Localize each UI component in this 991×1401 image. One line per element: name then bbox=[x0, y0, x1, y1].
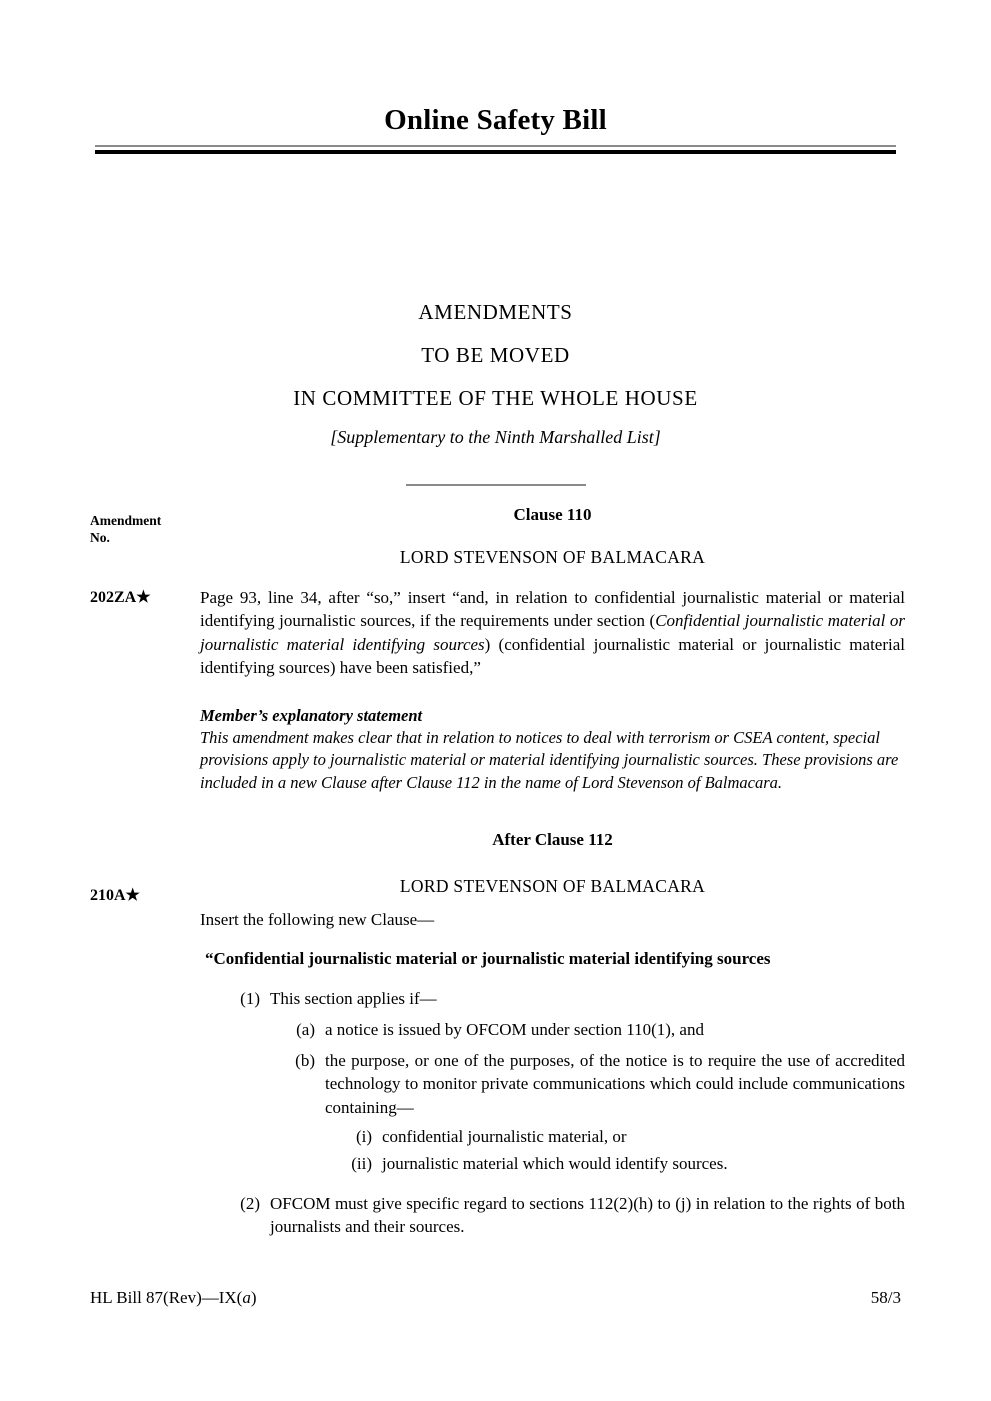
list-item-2 bbox=[230, 1192, 905, 1239]
amendment-210a-content bbox=[200, 876, 905, 1238]
section-clause-110 bbox=[90, 505, 905, 794]
amendment-no-label-line2: No. bbox=[90, 529, 110, 545]
amendment-number-210a: 210A★ bbox=[90, 887, 140, 905]
list-item-1a-number: (a) bbox=[296, 1019, 315, 1039]
member-name-112: LORD STEVENSON OF BALMACARA bbox=[399, 876, 706, 897]
list-item-2-text: OFCOM must give specific regard to sections 112(2)(h) to (j) in relation to the rights of both journalists and their sources. bbox=[270, 1193, 905, 1236]
explanatory-statement-202za bbox=[200, 705, 905, 794]
heading-in-committee: IN COMMITTEE OF THE WHOLE HOUSE bbox=[293, 386, 698, 410]
bill-reference-end: ) bbox=[250, 1288, 257, 1307]
page-title: Online Safety Bill bbox=[384, 104, 607, 136]
list-item-1bi-number: (i) bbox=[355, 1126, 372, 1146]
new-clause-title: “Confidential journalistic material or journalistic material identifying sources bbox=[205, 948, 771, 968]
after-clause-112-heading bbox=[200, 830, 905, 850]
explanatory-statement-heading: Member’s explanatory statement bbox=[200, 706, 423, 726]
bill-reference-main: HL Bill 87(Rev)—IX( bbox=[90, 1288, 243, 1307]
amendment-text-part1: Page 93, line 34, after “so,” insert “and, in relation to confidential journalistic material or material identifying journalistic sources, if the requirements under section ( bbox=[200, 588, 905, 631]
list-item-1bii-number: (ii) bbox=[351, 1154, 372, 1174]
page-footer bbox=[90, 1288, 901, 1308]
explanatory-statement-text: This amendment makes clear that in relation to notices to deal with terrorism or CSEA content, special provisions apply to journalistic material or material identifying journalistic sources. These provisions are included in a new Clause after Clause 112 in the name of Lord Stevenson of Balmacara. bbox=[200, 727, 899, 792]
section-after-clause-112 bbox=[90, 830, 905, 1238]
list-item-2-number: (2) bbox=[240, 1193, 260, 1213]
bill-reference-italic: a bbox=[242, 1288, 251, 1307]
clause-heading-text: Clause 110 bbox=[513, 505, 592, 524]
list-item-1b-number: (b) bbox=[295, 1051, 315, 1071]
amendment-202za-text bbox=[200, 586, 905, 679]
list-item-1a bbox=[285, 1018, 905, 1041]
amendment-202za-block bbox=[90, 586, 905, 679]
list-item-1bi-text: confidential journalistic material, or bbox=[382, 1126, 627, 1146]
heading-amendments: AMENDMENTS bbox=[418, 300, 573, 324]
amendment-text-part2: ) (confidential journalistic material or journalistic material identifying sources) have been satisfied,” bbox=[200, 634, 905, 677]
document-body bbox=[90, 505, 905, 1238]
header-double-rule bbox=[95, 145, 896, 154]
list-item-1bii bbox=[340, 1152, 905, 1175]
list-item-1b-text: the purpose, or one of the purposes, of the notice is to require the use of accredited technology to monitor private communications which could include communications containing— bbox=[325, 1051, 905, 1117]
header-rule-thick bbox=[95, 150, 896, 154]
amendment-no-label-line1: Amendment bbox=[90, 513, 162, 528]
list-item-1-number: (1) bbox=[240, 988, 260, 1008]
amendment-210a-block bbox=[90, 876, 905, 1238]
list-item-1b bbox=[285, 1049, 905, 1119]
amendment-number-202za: 202ZA★ bbox=[90, 589, 151, 606]
document-heading-block bbox=[95, 300, 896, 486]
insert-clause-line: Insert the following new Clause— bbox=[200, 910, 435, 930]
bill-reference bbox=[90, 1288, 257, 1308]
amendment-section-name: Confidential journalistic material or journalistic material identifying sources bbox=[200, 611, 905, 654]
list-item-1a-text: a notice is issued by OFCOM under section 110(1), and bbox=[325, 1019, 704, 1039]
amendment-text-paragraph bbox=[200, 586, 905, 679]
heading-divider-rule bbox=[406, 484, 586, 486]
list-item-1bi bbox=[340, 1125, 905, 1148]
heading-subtitle: [Supplementary to the Ninth Marshalled List] bbox=[330, 427, 661, 447]
member-name-110: LORD STEVENSON OF BALMACARA bbox=[399, 547, 706, 567]
list-item-1bii-text: journalistic material which would identify sources. bbox=[382, 1154, 728, 1174]
after-clause-heading-text: After Clause 112 bbox=[492, 830, 613, 850]
clause-110-heading bbox=[200, 505, 905, 568]
list-item-1-text: This section applies if— bbox=[270, 988, 437, 1008]
heading-to-be-moved: TO BE MOVED bbox=[421, 343, 570, 367]
page-number: 58/3 bbox=[870, 1288, 901, 1307]
list-item-1 bbox=[230, 987, 905, 1010]
